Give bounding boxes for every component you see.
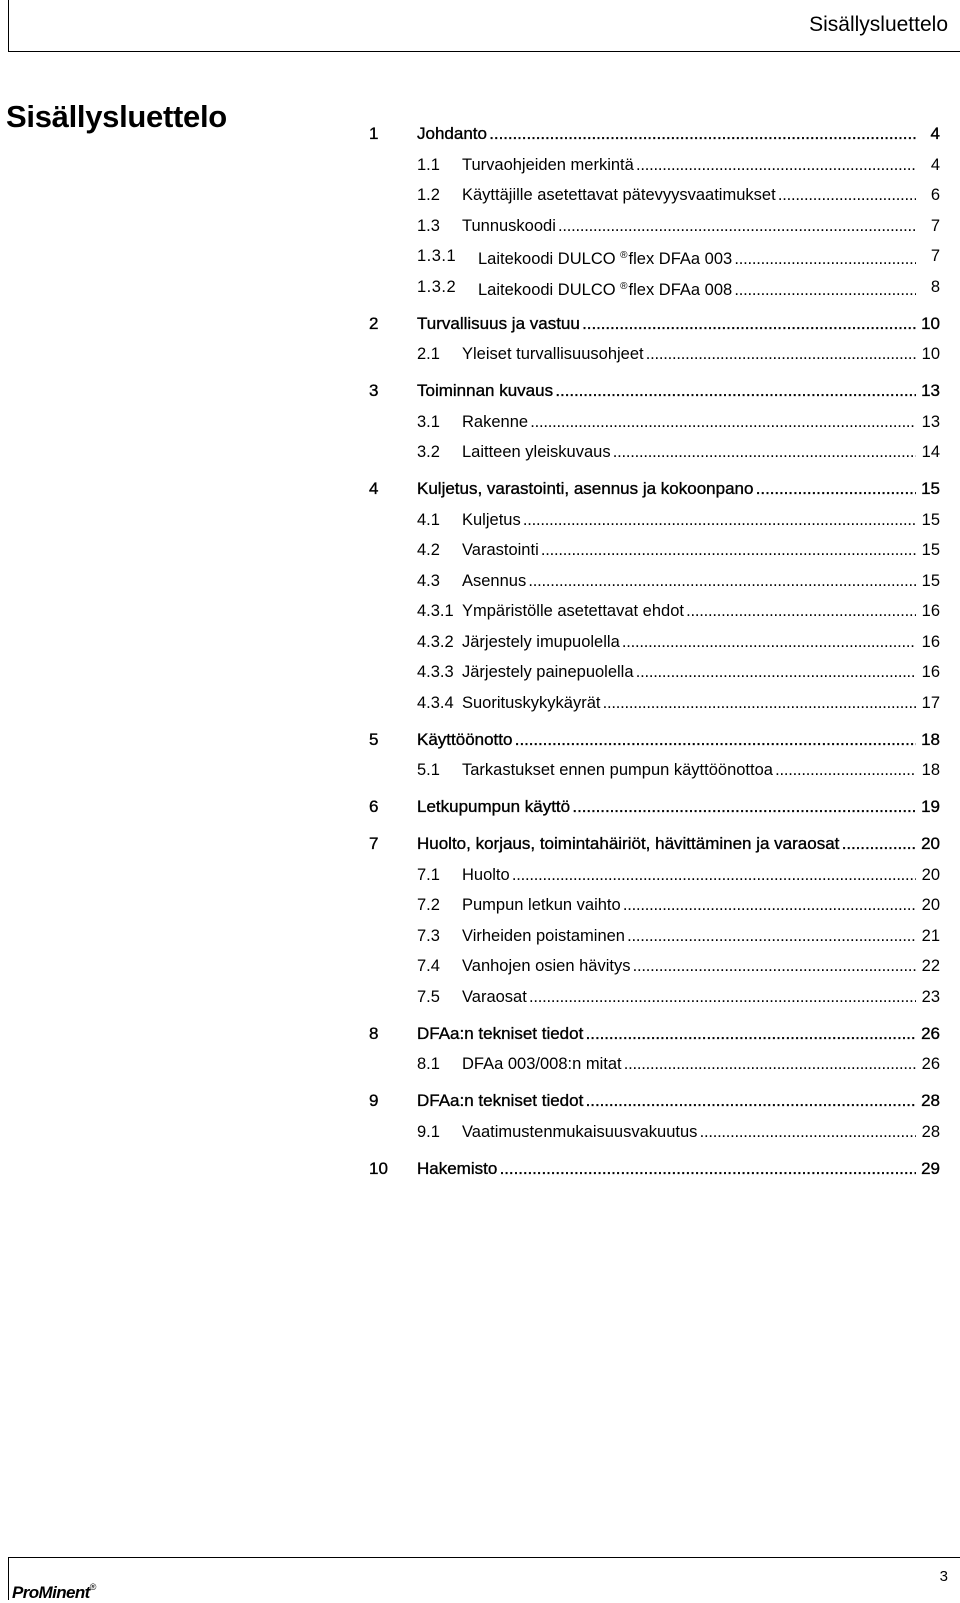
toc-entry-title-text: Vaatimustenmukaisuusvakuutus <box>462 1122 698 1141</box>
toc-entry-number: 1.2 <box>417 186 440 204</box>
toc-entry-title <box>462 505 916 535</box>
toc-entry-title-text: Tarkastukset ennen pumpun käyttöönottoa <box>462 761 773 779</box>
toc-entry-number: 5 <box>369 729 379 749</box>
toc-entry[interactable] <box>0 535 960 565</box>
toc-entry-title-text: Käyttöönotto <box>417 729 513 749</box>
toc-entry-title <box>462 1049 916 1079</box>
toc-entry-number: 5.1 <box>417 761 440 779</box>
toc-entry-title-text: Turvaohjeiden merkintä <box>462 155 634 174</box>
toc-entry-title <box>417 309 916 339</box>
toc-entry-title <box>462 437 916 467</box>
toc-entry-title-text: Tunnuskoodi <box>462 216 556 235</box>
toc-entry-number: 6 <box>369 797 379 816</box>
toc-entry[interactable] <box>0 951 960 981</box>
toc-entry-title <box>417 829 916 859</box>
toc-entry[interactable] <box>0 688 960 718</box>
toc-entry-title-text: DFAa:n tekniset tiedot <box>417 1023 584 1043</box>
toc-entry-title <box>462 860 916 890</box>
toc-entry-page-number: 23 <box>921 987 940 1006</box>
toc-entry-page-number: 15 <box>921 479 940 498</box>
toc-entry-title-text: Käyttäjille asetettavat pätevyysvaatimukset <box>462 186 776 204</box>
toc-entry[interactable] <box>0 792 960 822</box>
toc-entry-number: 2 <box>369 313 379 333</box>
toc-entry-title <box>462 339 916 369</box>
toc-entry[interactable] <box>0 627 960 657</box>
toc-entry-title <box>462 566 916 596</box>
toc-entry-page-number: 15 <box>921 571 940 590</box>
toc-entry[interactable] <box>0 982 960 1012</box>
toc-entry-title <box>462 180 916 210</box>
toc-entry[interactable] <box>0 339 960 369</box>
toc-entry-page-number: 19 <box>921 797 940 816</box>
toc-entry-title-text: DFAa:n tekniset tiedot <box>417 1091 584 1110</box>
toc-entry-number: 8.1 <box>417 1055 440 1073</box>
toc-entry[interactable] <box>0 241 960 271</box>
toc-entry-page-number: 22 <box>921 957 940 975</box>
toc-entry-title <box>417 1019 916 1049</box>
toc-entry[interactable] <box>0 119 960 149</box>
toc-entry-title-text: Johdanto <box>417 124 487 143</box>
toc-entry-title-text: Varastointi <box>462 541 539 559</box>
toc-entry-title <box>462 921 916 951</box>
toc-entry-page-number: 28 <box>921 1091 940 1110</box>
toc-entry-page-number: 26 <box>921 1023 940 1043</box>
toc-entry-page-number: 18 <box>921 761 940 779</box>
toc-entry-page-number: 28 <box>921 1122 940 1141</box>
toc-entry[interactable] <box>0 755 960 785</box>
toc-entry-number: 3.1 <box>417 412 440 431</box>
toc-entry-page-number: 10 <box>921 345 940 363</box>
toc-entry-title <box>462 211 916 241</box>
toc-entry-page-number: 6 <box>930 186 940 204</box>
toc-entry-title <box>462 535 916 565</box>
toc-entry-title <box>462 150 916 180</box>
toc-entry-title-text: Rakenne <box>462 412 529 431</box>
toc-entry-title <box>462 627 916 657</box>
toc-entry-number: 4.3.1 <box>417 602 454 620</box>
toc-entry[interactable] <box>0 829 960 859</box>
toc-entry-number: 4 <box>369 479 379 498</box>
toc-entry[interactable] <box>0 921 960 951</box>
toc-entry-title <box>478 241 916 274</box>
toc-entry-title-text: Yleiset turvallisuusohjeet <box>462 345 644 363</box>
toc-entry-title <box>462 755 916 785</box>
toc-entry-title <box>462 596 916 626</box>
toc-entry-number: 4.3.4 <box>417 693 454 712</box>
toc-entry[interactable] <box>0 1086 960 1116</box>
toc-entry-title-text: Vanhojen osien hävitys <box>462 957 631 975</box>
toc-entry-number: 10 <box>369 1158 388 1178</box>
toc-entry[interactable] <box>0 474 960 504</box>
toc-entry-number: 2.1 <box>417 345 440 363</box>
toc-entry-number: 1.3.2 <box>417 277 457 296</box>
toc-entry-number: 3.2 <box>417 443 440 461</box>
toc-entry-title-text: Järjestely imupuolella <box>462 632 620 651</box>
toc-entry-title-text: flex DFAa 008 <box>628 280 733 299</box>
toc-entry-title <box>462 982 916 1012</box>
toc-entry-page-number: 18 <box>921 729 940 749</box>
toc-entry-page-number: 15 <box>921 541 940 559</box>
toc-entry[interactable] <box>0 1154 960 1184</box>
toc-entry-page-number: 17 <box>921 693 940 712</box>
toc-entry-title <box>417 725 916 755</box>
toc-entry[interactable] <box>0 437 960 467</box>
toc-entry-page-number: 29 <box>921 1158 940 1178</box>
toc-entry-title-text: Laitekoodi DULCO <box>478 250 616 268</box>
toc-entry-title-text: Laitteen yleiskuvaus <box>462 443 611 461</box>
toc-entry[interactable] <box>0 657 960 687</box>
toc-entry[interactable] <box>0 890 960 920</box>
header-title: Sisällysluettelo <box>809 13 948 36</box>
toc-entry[interactable] <box>0 180 960 210</box>
logo-text: ProMinent <box>12 1583 90 1602</box>
page-title: Sisällysluettelo <box>6 98 227 134</box>
toc-entry-title-text: Virheiden poistaminen <box>462 926 625 945</box>
toc-entry-number: 1.3 <box>417 216 440 235</box>
toc-entry-number: 1 <box>369 124 379 143</box>
toc-entry-title-text: Suorituskykykäyrät <box>462 693 601 712</box>
toc-entry-title-text: DFAa 003/008:n mitat <box>462 1055 622 1073</box>
toc-entry-title <box>417 1154 916 1184</box>
toc-entry-page-number: 8 <box>930 277 940 296</box>
toc-entry-number: 1.3.1 <box>417 247 457 265</box>
toc-entry-page-number: 16 <box>921 663 940 681</box>
toc-entry-page-number: 20 <box>921 834 940 853</box>
toc-entry-number: 7.5 <box>417 987 440 1006</box>
toc-entry-page-number: 13 <box>921 381 940 400</box>
page-number: 3 <box>939 1568 948 1585</box>
toc-entry-page-number: 4 <box>930 155 940 174</box>
registered-mark: ® <box>620 280 628 292</box>
toc-entry-title-text: Järjestely painepuolella <box>462 663 634 681</box>
toc-entry-number: 4.3.2 <box>417 632 454 651</box>
toc-entry-number: 7 <box>369 834 379 853</box>
toc-entry[interactable] <box>0 376 960 406</box>
toc-entry[interactable] <box>0 860 960 890</box>
toc-entry-number: 4.2 <box>417 541 440 559</box>
toc-entry-number: 4.3 <box>417 571 440 590</box>
toc-entry-title <box>462 688 916 718</box>
toc-entry-title-text: Varaosat <box>462 987 527 1006</box>
toc-entry-number: 7.1 <box>417 865 440 884</box>
toc-entry-title-text: Turvallisuus ja vastuu <box>417 313 580 333</box>
toc-entry-page-number: 16 <box>921 602 940 620</box>
toc-entry-title-text: Huolto, korjaus, toimintahäiriöt, hävittäminen ja varaosat <box>417 834 840 853</box>
prominent-logo <box>12 1577 96 1603</box>
toc-entry-title-text: Laitekoodi DULCO <box>478 280 616 299</box>
toc-entry-title-text: Kuljetus, varastointi, asennus ja kokoonpano <box>417 479 754 498</box>
toc-entry-title-text: Hakemisto <box>417 1158 498 1178</box>
toc-entry[interactable] <box>0 407 960 437</box>
toc-entry-page-number: 15 <box>921 510 940 529</box>
toc-entry-number: 4.3.3 <box>417 663 454 681</box>
toc-entry-title-text: Asennus <box>462 571 527 590</box>
toc-entry-page-number: 7 <box>930 247 940 265</box>
toc-entry-page-number: 26 <box>921 1055 940 1073</box>
logo-registered-mark: ® <box>89 1582 97 1592</box>
toc-entry[interactable] <box>0 309 960 339</box>
toc-entry-title-text: Letkupumpun käyttö <box>417 797 571 816</box>
page-header <box>8 0 960 52</box>
toc-entry-number: 8 <box>369 1023 379 1043</box>
toc-entry-page-number: 10 <box>921 313 940 333</box>
toc-entry-title-text: Toiminnan kuvaus <box>417 381 554 400</box>
toc-entry[interactable] <box>0 725 960 755</box>
registered-mark: ® <box>620 250 628 261</box>
toc-entry-page-number: 16 <box>921 632 940 651</box>
toc-entry-page-number: 20 <box>921 896 940 914</box>
toc-entry-title <box>462 890 916 920</box>
toc-entry-title <box>462 1117 916 1147</box>
toc-entry-title <box>417 376 916 406</box>
toc-entry-page-number: 21 <box>921 926 940 945</box>
toc-entry[interactable] <box>0 1049 960 1079</box>
toc-entry[interactable] <box>0 1117 960 1147</box>
toc-entry-title-text: flex DFAa 003 <box>628 250 733 268</box>
toc-entry-title-text: Ympäristölle asetettavat ehdot <box>462 602 684 620</box>
toc-entry-page-number: 20 <box>921 865 940 884</box>
toc-entry-number: 9 <box>369 1091 379 1110</box>
toc-entry[interactable] <box>0 566 960 596</box>
toc-entry-number: 4.1 <box>417 510 440 529</box>
toc-entry-number: 7.3 <box>417 926 440 945</box>
toc-entry-title-text: Kuljetus <box>462 510 521 529</box>
toc-entry[interactable] <box>0 1019 960 1049</box>
toc-entry[interactable] <box>0 150 960 180</box>
toc-entry-title <box>462 951 916 981</box>
toc-entry-title <box>417 792 916 822</box>
toc-entry-title-text: Pumpun letkun vaihto <box>462 896 621 914</box>
toc-entry[interactable] <box>0 505 960 535</box>
toc-entry-title <box>417 1086 916 1116</box>
toc-entry-number: 7.2 <box>417 896 440 914</box>
toc-entry-number: 7.4 <box>417 957 440 975</box>
toc-entry-page-number: 4 <box>930 124 940 143</box>
toc-entry[interactable] <box>0 211 960 241</box>
toc-entry-page-number: 13 <box>921 412 940 431</box>
toc-entry-number: 1.1 <box>417 155 440 174</box>
toc-entry-title <box>417 119 916 149</box>
toc-entry-page-number: 14 <box>921 443 940 461</box>
toc-entry-number: 9.1 <box>417 1122 440 1141</box>
toc-entry-title <box>478 272 916 305</box>
toc-entry-number: 3 <box>369 381 379 400</box>
toc-entry-title-text: Huolto <box>462 865 510 884</box>
page-footer <box>8 1557 960 1600</box>
toc-entry-page-number: 7 <box>930 216 940 235</box>
toc-entry[interactable] <box>0 596 960 626</box>
toc-entry-title <box>462 407 916 437</box>
toc-entry-title <box>417 474 916 504</box>
toc-entry[interactable] <box>0 272 960 302</box>
toc-entry-title <box>462 657 916 687</box>
